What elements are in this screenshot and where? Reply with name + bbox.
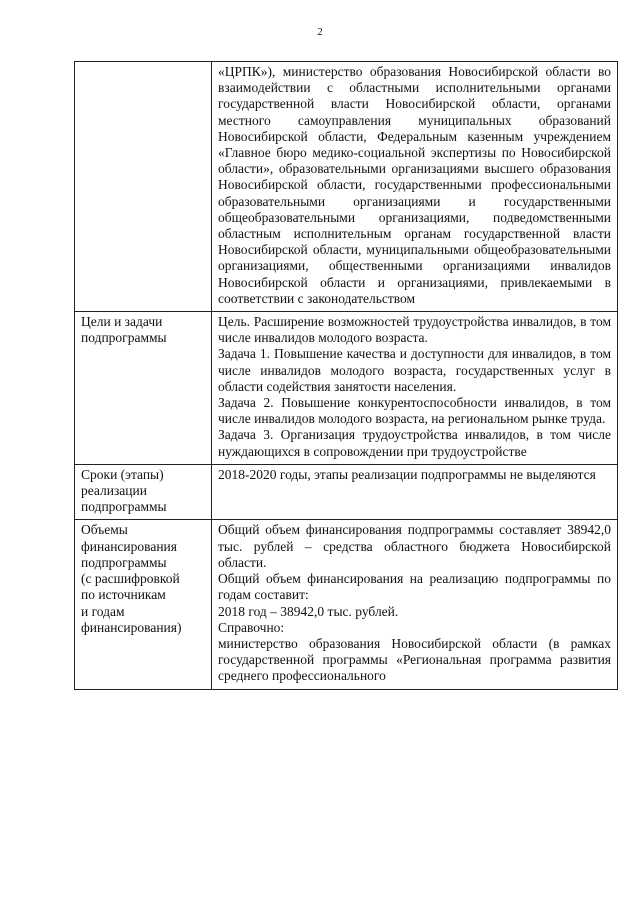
row-content-terms [212,464,618,520]
label-line: Цели и задачи [81,314,163,330]
row-content-goals [212,312,618,465]
label-line: Объемы [81,522,128,538]
task-3-text: Задача 3. Организация трудоустройства инвалидов, в том числе нуждающихся в сопровождении при трудоустройстве [218,427,611,459]
label-line: финансирования) [81,619,182,635]
label-line: Сроки (этапы) [81,466,164,482]
row-label-funding [75,520,212,689]
table-row-goals [75,312,618,465]
funding-total-text: Общий объем финансирования подпрограммы составляет 38942,0 тыс. рублей – средства областного бюджета Новосибирской области. [218,522,611,570]
row-label-executors [75,62,212,312]
task-1-text: Задача 1. Повышение качества и доступности для инвалидов, в том числе инвалидов молодого возраста, государственных услуг в области содействия занятости населения. [218,346,611,394]
subprogram-passport-table [74,61,618,690]
row-content-funding [212,520,618,689]
funding-by-year-text: Общий объем финансирования на реализацию подпрограммы по годам составит: [218,571,611,603]
table-row-terms [75,464,618,520]
label-line: реализации [81,483,147,499]
table-row-funding [75,520,618,689]
label-line: финансирования [81,538,177,554]
ministry-funding-text: министерство образования Новосибирской области (в рамках государственной программы «Региональная программа развития среднего профессионального [218,635,611,684]
table-row-executors [75,62,618,312]
label-line: (с расшифровкой [81,571,180,587]
executors-text: «ЦРПК»), министерство образования Новосибирской области во взаимодействии с областными исполнительными органами государственной власти Новосибирской области, органами местного самоуправления муниципальных образований Новосибирской области, Федеральным казенным учреждением «Главное бюро медико-социальной экспертизы по Новосибирской области», образовательными организациями высшего образования Новосибирской области, государственными профессиональными образовательными организациями и государственными общеобразовательными организациями, подведомственными областным исполнительным органам государственной власти Новосибирской области, муниципальными общеобразовательными организациями, общественными организациями инвалидов Новосибирской области и организациями, привлекаемыми в соответствии с законодательством [218,64,611,306]
terms-text: 2018-2020 годы, этапы реализации подпрограммы не выделяются [218,466,596,482]
reference-heading: Справочно: [218,619,285,635]
row-content-executors [212,62,618,312]
task-2-text: Задача 2. Повышение конкурентоспособности инвалидов, в том числе инвалидов молодого возраста, на региональном рынке труда. [218,395,611,427]
label-line: по источникам [81,587,166,603]
funding-2018-text: 2018 год – 38942,0 тыс. рублей. [218,603,399,619]
label-line: подпрограммы [81,330,167,346]
page-number: 2 [317,26,323,38]
label-line: подпрограммы [81,499,167,515]
label-line: подпрограммы [81,554,167,570]
label-line: и годам [81,603,125,619]
row-label-terms [75,464,212,520]
goal-text: Цель. Расширение возможностей трудоустройства инвалидов, в том числе инвалидов молодого возраста. [218,314,611,346]
row-label-goals [75,312,212,465]
